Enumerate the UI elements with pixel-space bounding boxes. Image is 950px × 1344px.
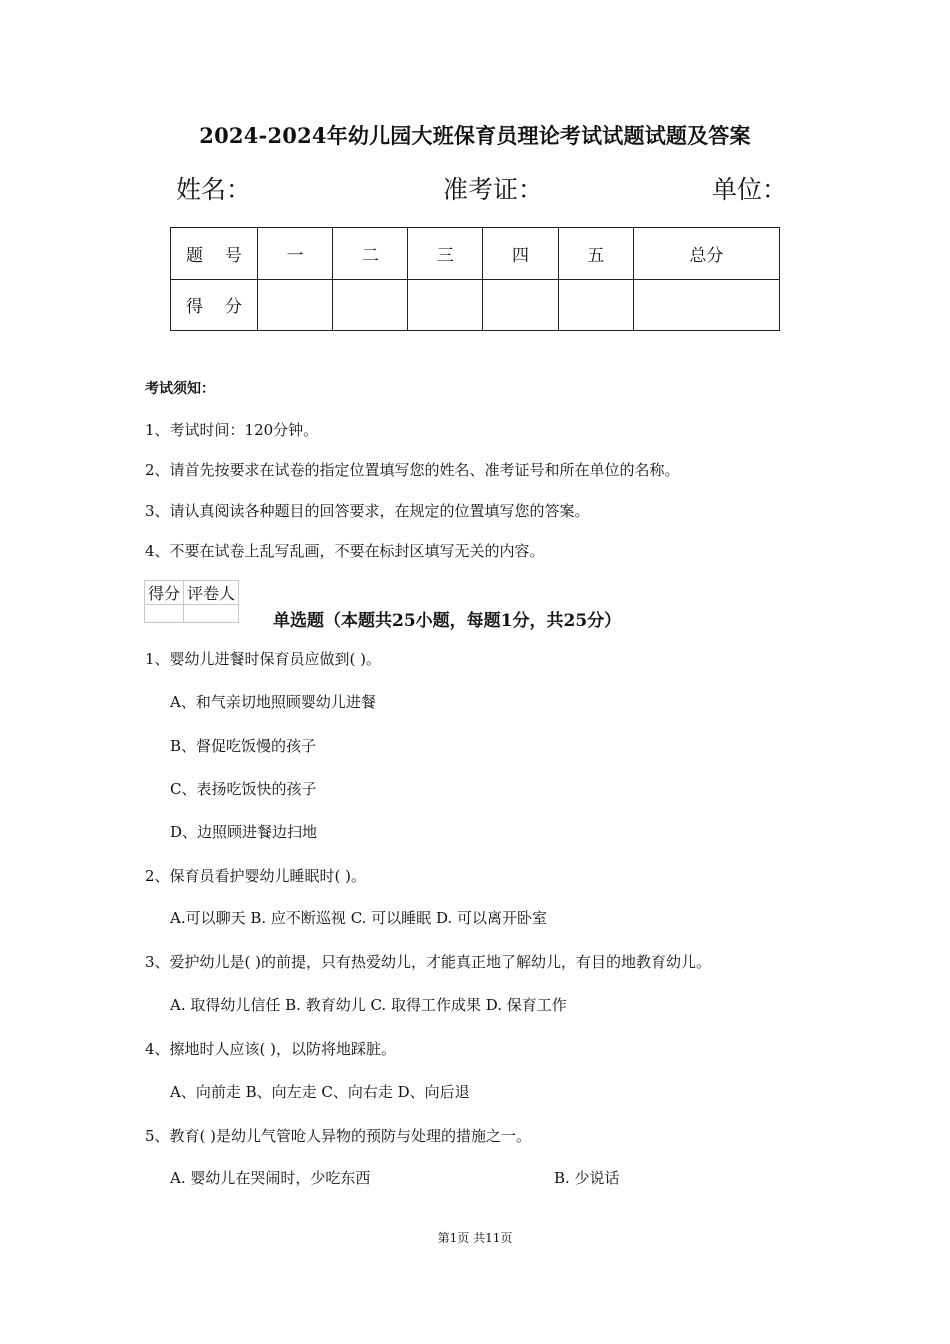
answer-options-line: A. 取得幼儿信任 B. 教育幼儿 C. 取得工作成果 D. 保育工作 bbox=[170, 996, 567, 1014]
header-char: 得 bbox=[186, 297, 203, 318]
column-header: 一 bbox=[258, 228, 333, 280]
question-stem: 3、爱护幼儿是( )的前提，只有热爱幼儿，才能真正地了解幼儿，有目的地教育幼儿。 bbox=[145, 953, 712, 971]
score-cell[interactable] bbox=[333, 279, 408, 331]
notice-item: 1、考试时间：120分钟。 bbox=[145, 421, 319, 439]
name-field-label: 姓名： bbox=[176, 175, 252, 204]
grader-box bbox=[144, 580, 239, 623]
question-stem: 4、擦地时人应该( )，以防将地踩脏。 bbox=[145, 1040, 397, 1058]
question-stem: 2、保育员看护婴幼儿睡眠时( )。 bbox=[145, 867, 367, 885]
grader-name-label: 评卷人 bbox=[184, 581, 239, 605]
unit-field-label: 单位： bbox=[712, 175, 788, 204]
answer-option: C、表扬吃饭快的孩子 bbox=[170, 780, 317, 798]
section-title: 单选题（本题共25小题，每题1分，共25分） bbox=[273, 611, 622, 631]
answer-options-line: A、向前走 B、向左走 C、向右走 D、向后退 bbox=[170, 1083, 470, 1101]
grader-score-label: 得分 bbox=[145, 581, 184, 605]
notice-item: 4、不要在试卷上乱写乱画，不要在标封区填写无关的内容。 bbox=[145, 542, 545, 560]
answer-option: D、边照顾进餐边扫地 bbox=[170, 823, 318, 841]
question-number-header bbox=[171, 228, 258, 280]
grader-score-cell[interactable] bbox=[145, 605, 184, 623]
notice-heading: 考试须知： bbox=[145, 381, 215, 397]
exam-id-field-label: 准考证： bbox=[443, 175, 544, 204]
answer-option: A. 婴幼儿在哭闹时，少吃东西 bbox=[170, 1169, 371, 1187]
question-stem: 5、教育( )是幼儿气管呛人异物的预防与处理的措施之一。 bbox=[145, 1127, 532, 1145]
score-cell[interactable] bbox=[633, 279, 779, 331]
answer-option: B、督促吃饭慢的孩子 bbox=[170, 737, 317, 755]
column-header: 总分 bbox=[633, 228, 779, 280]
header-char: 题 bbox=[186, 245, 203, 266]
column-header: 二 bbox=[333, 228, 408, 280]
page-footer: 第1页 共11页 bbox=[437, 1231, 513, 1245]
score-row-header bbox=[171, 279, 258, 331]
header-char: 号 bbox=[225, 245, 242, 266]
column-header: 五 bbox=[558, 228, 633, 280]
answer-options-line: A.可以聊天 B. 应不断巡视 C. 可以睡眠 D. 可以离开卧室 bbox=[170, 909, 547, 927]
score-table-score-row bbox=[171, 279, 780, 331]
score-cell[interactable] bbox=[258, 279, 333, 331]
answer-option: B. 少说话 bbox=[554, 1169, 620, 1187]
notice-item: 3、请认真阅读各种题目的回答要求，在规定的位置填写您的答案。 bbox=[145, 502, 590, 520]
score-table bbox=[170, 227, 780, 331]
column-header: 四 bbox=[483, 228, 558, 280]
question-stem: 1、婴幼儿进餐时保育员应做到( )。 bbox=[145, 650, 382, 668]
score-cell[interactable] bbox=[558, 279, 633, 331]
score-cell[interactable] bbox=[483, 279, 558, 331]
document-title: 2024-2024年幼儿园大班保育员理论考试试题试题及答案 bbox=[199, 123, 751, 148]
grader-name-cell[interactable] bbox=[184, 605, 239, 623]
notice-item: 2、请首先按要求在试卷的指定位置填写您的姓名、准考证号和所在单位的名称。 bbox=[145, 461, 680, 479]
score-cell[interactable] bbox=[408, 279, 483, 331]
header-char: 分 bbox=[225, 297, 242, 318]
answer-option: A、和气亲切地照顾婴幼儿进餐 bbox=[170, 693, 376, 711]
score-table-header-row bbox=[171, 228, 780, 280]
column-header: 三 bbox=[408, 228, 483, 280]
